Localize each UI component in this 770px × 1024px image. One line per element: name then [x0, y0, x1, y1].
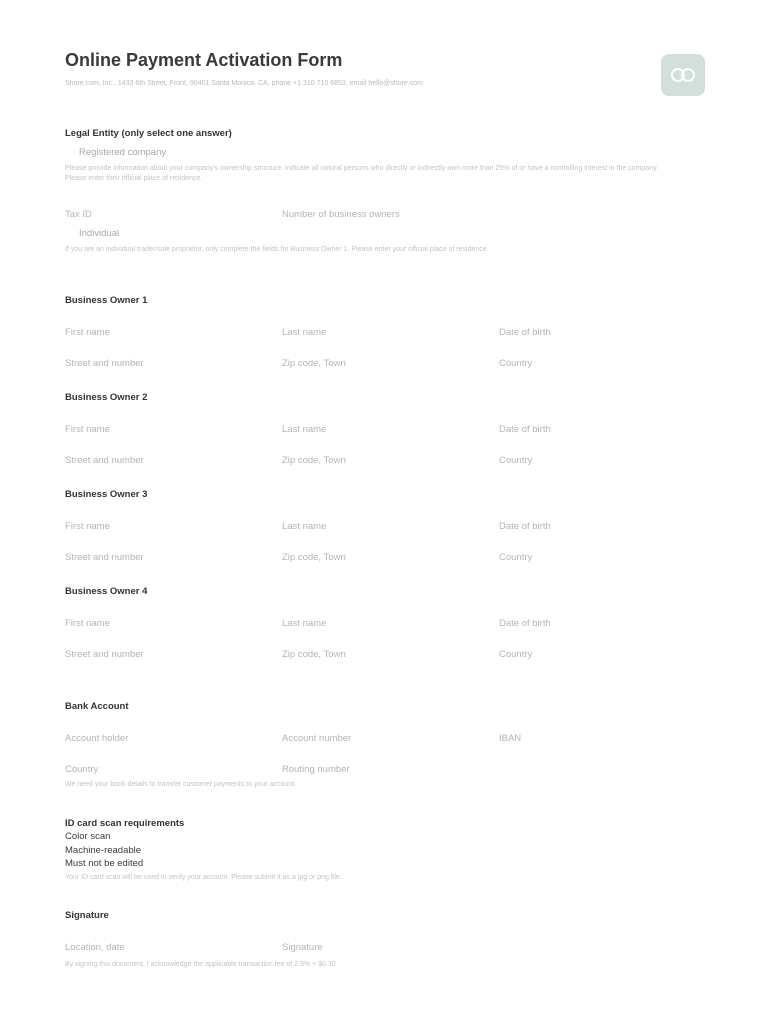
- bank-account-heading: Bank Account: [65, 701, 129, 712]
- requirement-item: Must not be edited: [65, 858, 144, 869]
- owner-2-last-name-field[interactable]: Last name: [282, 424, 327, 435]
- signature-note: By signing this document, I acknowledge the applicable transaction fee of 2.9% + $0.30: [65, 961, 336, 968]
- owner-4-country-field[interactable]: Country: [499, 649, 533, 660]
- individual-note: If you are an individual trader/sole proprietor, only complete the fields for Business Owner 1. Please enter your official place of residence.: [65, 246, 489, 253]
- owner-2-dob-field[interactable]: Date of birth: [499, 424, 551, 435]
- id-card-note: Your ID card scan will be used to verify your account. Please submit it as a jpg or png file.: [65, 874, 342, 881]
- owner-3-heading: Business Owner 3: [65, 489, 148, 500]
- legal-entity-heading: Legal Entity (only select one answer): [65, 128, 232, 139]
- requirement-item: Color scan: [65, 831, 111, 842]
- owner-2-heading: Business Owner 2: [65, 392, 148, 403]
- owner-2-zip-town-field[interactable]: Zip code, Town: [282, 455, 346, 466]
- owner-4-zip-town-field[interactable]: Zip code, Town: [282, 649, 346, 660]
- registered-company-checkbox[interactable]: [67, 150, 73, 156]
- residence-note: Please enter their official place of residence.: [65, 175, 203, 182]
- owner-1-zip-town-field[interactable]: Zip code, Town: [282, 358, 346, 369]
- requirement-item: Machine-readable: [65, 845, 142, 856]
- page-title: Online Payment Activation Form: [65, 50, 343, 70]
- individual-option[interactable]: Individual: [79, 228, 120, 239]
- signature-heading: Signature: [65, 910, 109, 921]
- owner-4-street-field[interactable]: Street and number: [65, 649, 144, 660]
- id-card-heading: ID card scan requirements: [65, 818, 185, 829]
- owner-1-heading: Business Owner 1: [65, 295, 148, 306]
- owner-1-country-field[interactable]: Country: [499, 358, 533, 369]
- bank-country-field[interactable]: Country: [65, 764, 99, 775]
- account-holder-field[interactable]: Account holder: [65, 733, 129, 744]
- owner-2-country-field[interactable]: Country: [499, 455, 533, 466]
- owner-2-street-field[interactable]: Street and number: [65, 455, 144, 466]
- number-of-owners-field[interactable]: Number of business owners: [282, 209, 400, 220]
- iban-field[interactable]: IBAN: [499, 733, 522, 744]
- owner-1-dob-field[interactable]: Date of birth: [499, 327, 551, 338]
- owner-3-country-field[interactable]: Country: [499, 552, 533, 563]
- shore-logo-icon: [661, 54, 705, 96]
- owner-3-first-name-field[interactable]: First name: [65, 521, 110, 532]
- signature-field[interactable]: Signature: [282, 942, 323, 953]
- owner-1-street-field[interactable]: Street and number: [65, 358, 144, 369]
- owner-2-first-name-field[interactable]: First name: [65, 424, 110, 435]
- owner-4-first-name-field[interactable]: First name: [65, 618, 110, 629]
- location-date-field[interactable]: Location, date: [65, 942, 125, 953]
- owner-1-first-name-field[interactable]: First name: [65, 327, 110, 338]
- bank-note: We need your bank details to transfer customer payments to your account.: [65, 781, 296, 788]
- tax-id-field[interactable]: Tax ID: [65, 209, 92, 220]
- individual-checkbox[interactable]: [67, 231, 73, 237]
- registered-company-option[interactable]: Registered company: [79, 147, 167, 158]
- owner-3-zip-town-field[interactable]: Zip code, Town: [282, 552, 346, 563]
- account-number-field[interactable]: Account number: [282, 733, 352, 744]
- owner-1-last-name-field[interactable]: Last name: [282, 327, 327, 338]
- registered-company-note: Please provide information about your company's ownership structure. Indicate all natural persons who directly or indirectly own more than 25% of or have a controlling interest in the company.: [65, 165, 659, 172]
- company-info: Shore.com, Inc., 1433 6th Street, Front, 90401 Santa Monica, CA, phone +1 310 710 6853, email hello@shore.com: [65, 80, 423, 87]
- owner-3-street-field[interactable]: Street and number: [65, 552, 144, 563]
- owner-4-dob-field[interactable]: Date of birth: [499, 618, 551, 629]
- routing-number-field[interactable]: Routing number: [282, 764, 350, 775]
- owner-4-heading: Business Owner 4: [65, 586, 148, 597]
- owner-4-last-name-field[interactable]: Last name: [282, 618, 327, 629]
- owner-3-last-name-field[interactable]: Last name: [282, 521, 327, 532]
- owner-3-dob-field[interactable]: Date of birth: [499, 521, 551, 532]
